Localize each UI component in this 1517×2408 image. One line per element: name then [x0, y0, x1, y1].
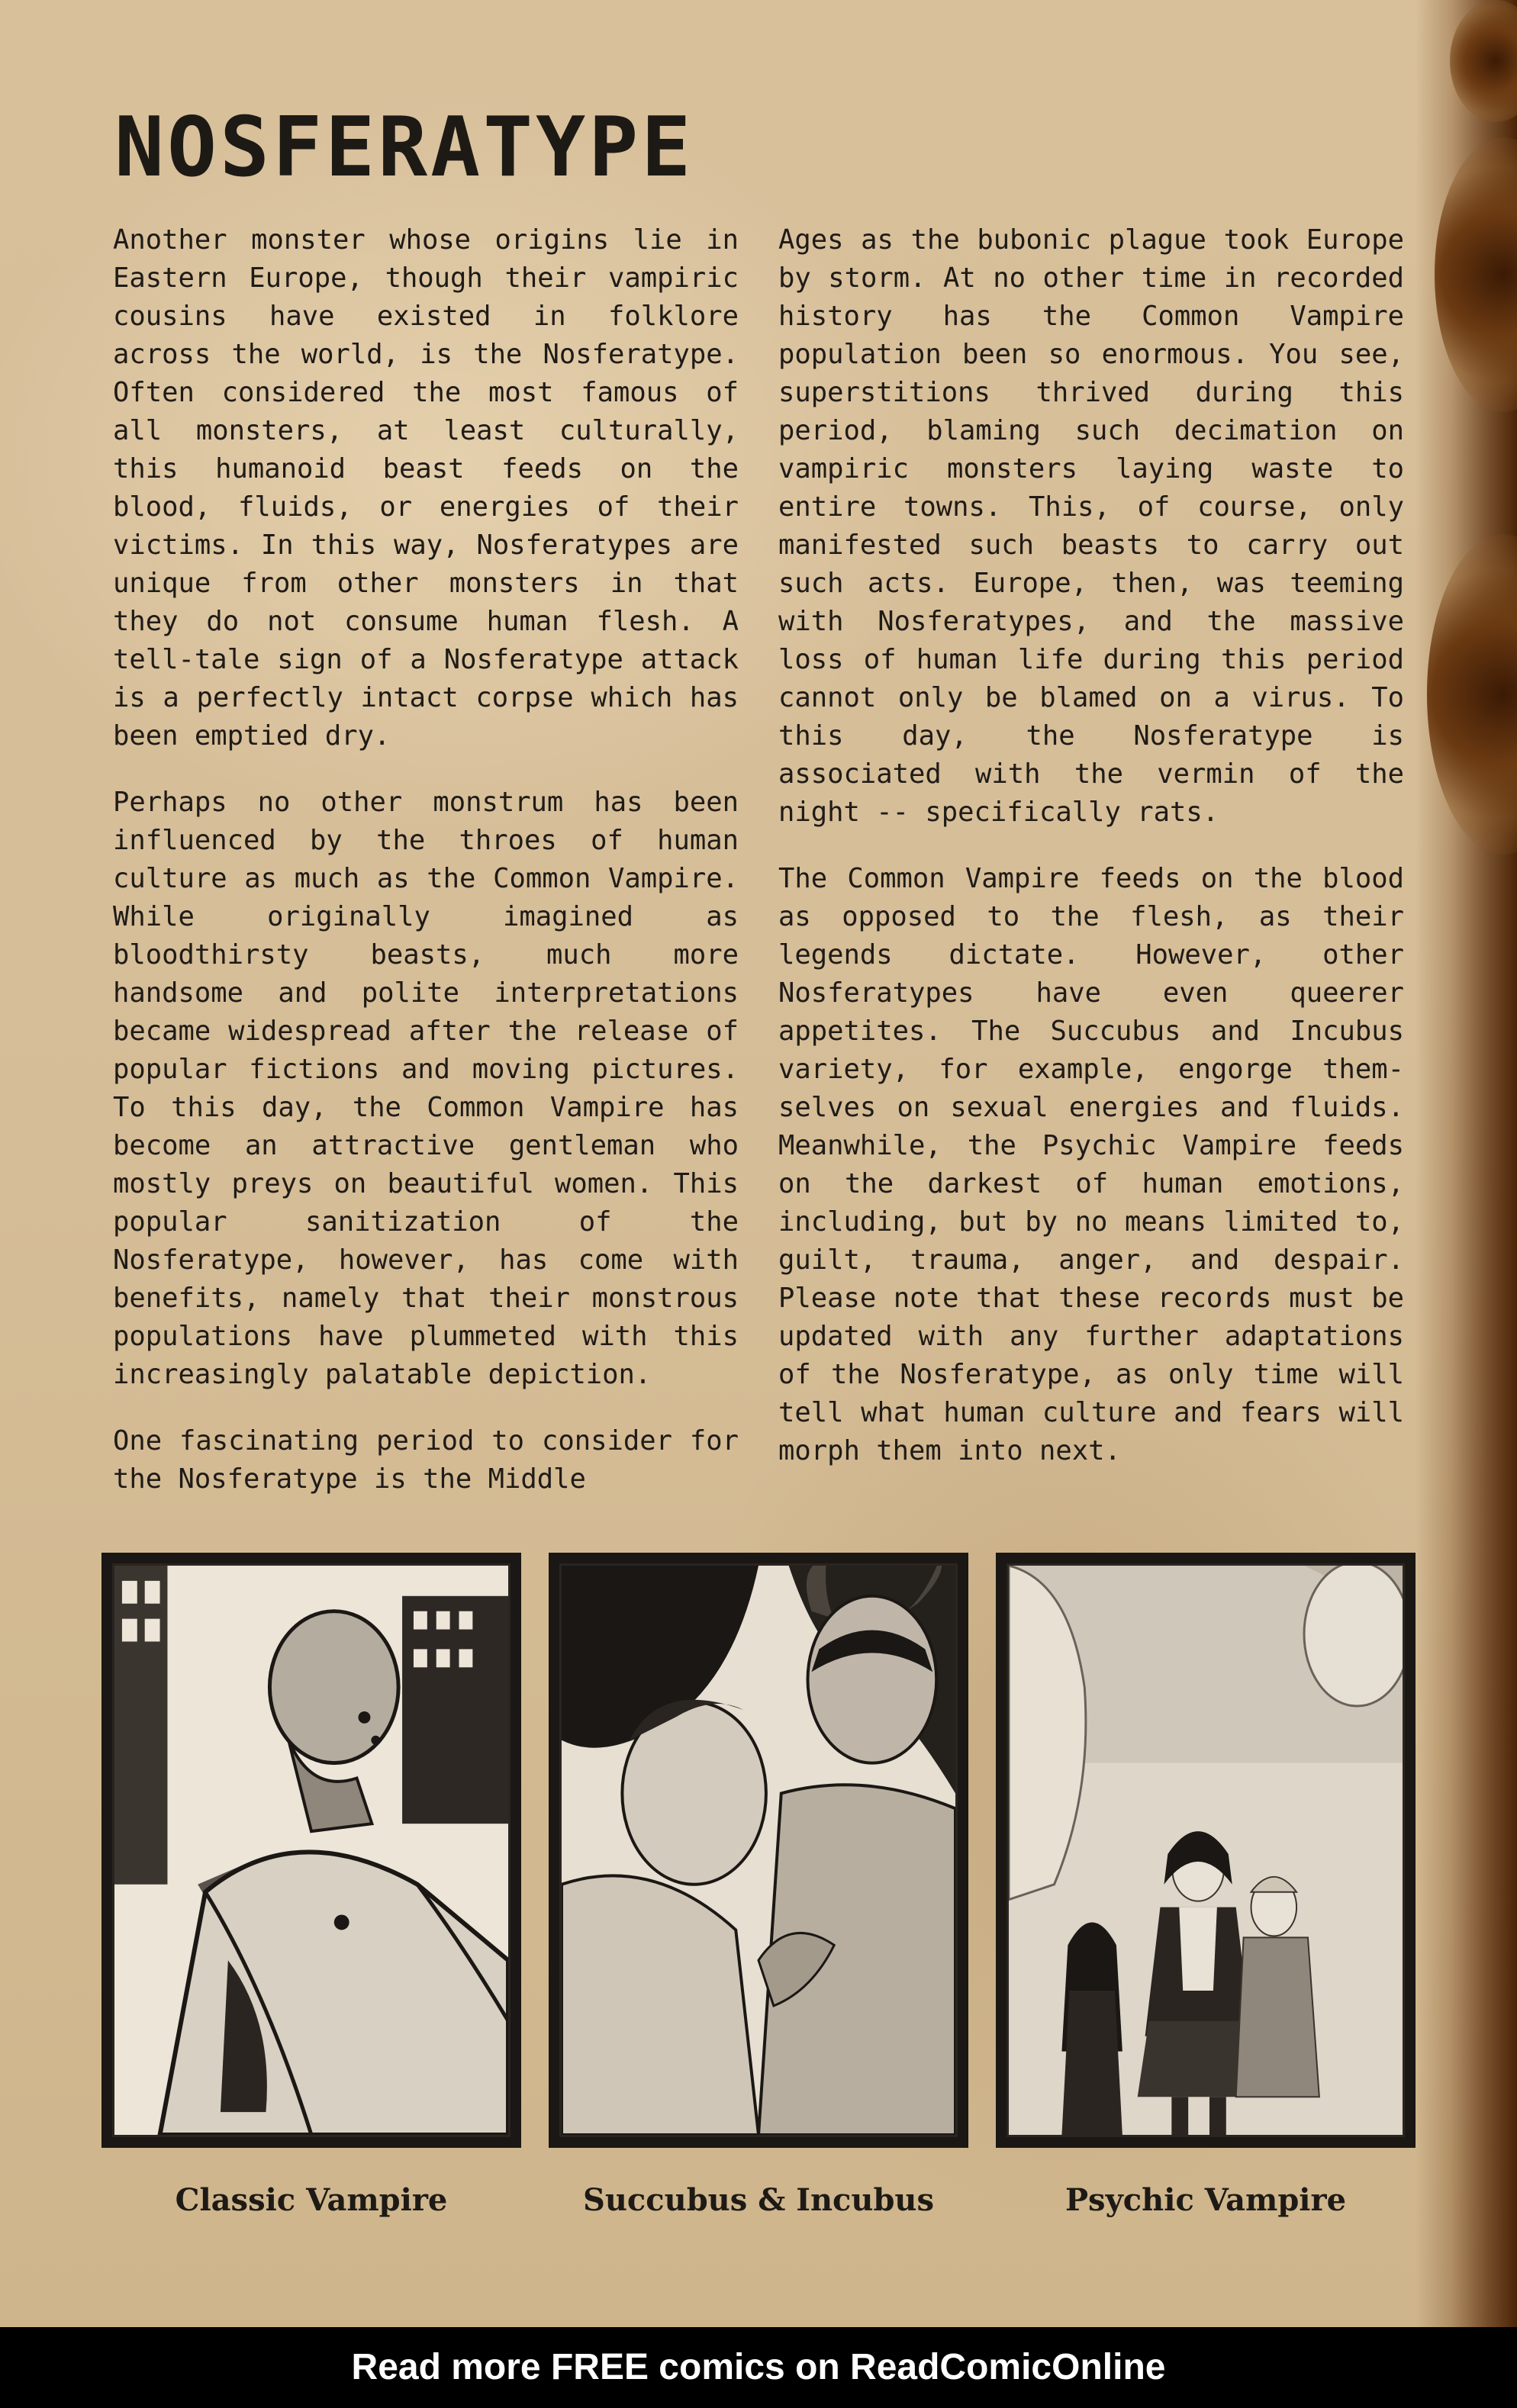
psychic-vampire-illustration [1009, 1566, 1403, 2135]
panel-caption: Succubus & Incubus [582, 2182, 935, 2218]
text-column-left [113, 221, 739, 1527]
paragraph: Ages as the bubonic plague took Europe by storm. At no other time in recorded history has the Common Vampire population been so enormous. You see, superstitions thrived during this period, blaming such decimation on vampiric monsters laying waste to entire towns. This, of course, only manifested such beasts to carry out such acts. Europe, then, was teeming with Nosferatypes, and the massive loss of human life during this period cannot only be blamed on a virus. To this day, the Nosferatype is associated with the vermin of the night -- specifically rats. [778, 224, 1404, 828]
paragraph: The Common Vampire feeds on the blood as opposed to the flesh, as their legends dictate. However, other Nosferatypes have even queerer appetites. The Succubus and Incubus variety, for example, engorge them-selves on sexual energies and fluids. Meanwhile, the Psychic Vampire feeds on the darkest of human emotions, including, but by no means limited to, guilt, trauma, anger, and despair. Please note that these records must be updated with any further adaptations of the Nosferatype, as only time will tell what human culture and fears will morph them into next. [778, 863, 1404, 1466]
paragraph: Perhaps no other monstrum has been influenced by the throes of human culture as much as the Common Vampire. While originally imagined as bloodthirsty beasts, much more handsome and polite interpretations became widespread after the release of popular fictions and moving pictures. To this day, the Common Vampire has become an attractive gentleman who mostly preys on beautiful women. This popular sanitization of the Nosferatype, however, has come with benefits, namely that their monstrous populations have plummeted with this increasingly palatable depiction. [113, 787, 739, 1390]
illustration-panel-classic-vampire [101, 1553, 521, 2148]
panel-art [559, 1563, 958, 2137]
paragraph: One fascinating period to consider for the Nosferatype is the Middle [113, 1425, 739, 1495]
footer-banner: Read more FREE comics on ReadComicOnline [0, 2327, 1517, 2408]
panel-art [1007, 1563, 1405, 2137]
succubus-incubus-illustration [562, 1566, 955, 2135]
page-title: NOSFERATYPE [114, 100, 694, 195]
panel-caption: Psychic Vampire [1064, 2182, 1347, 2218]
illustration-panel-psychic-vampire [996, 1553, 1416, 2148]
illustration-panel-succubus-incubus [549, 1553, 968, 2148]
text-column-right [778, 221, 1404, 1499]
panel-caption: Classic Vampire [175, 2182, 448, 2218]
classic-vampire-illustration [114, 1566, 508, 2135]
panel-art [112, 1563, 510, 2137]
paragraph: Another monster whose origins lie in Eastern Europe, though their vampiric cousins have existed in folklore across the world, is the Nosferatype. Often considered the most famous of all monsters, at least culturally, this humanoid beast feeds on the blood, fluids, or energies of their victims. In this way, Nosferatypes are unique from other monsters in that they do not consume human flesh. A tell-tale sign of a Nosferatype attack is a perfectly intact corpse which has been emptied dry. [113, 224, 739, 752]
